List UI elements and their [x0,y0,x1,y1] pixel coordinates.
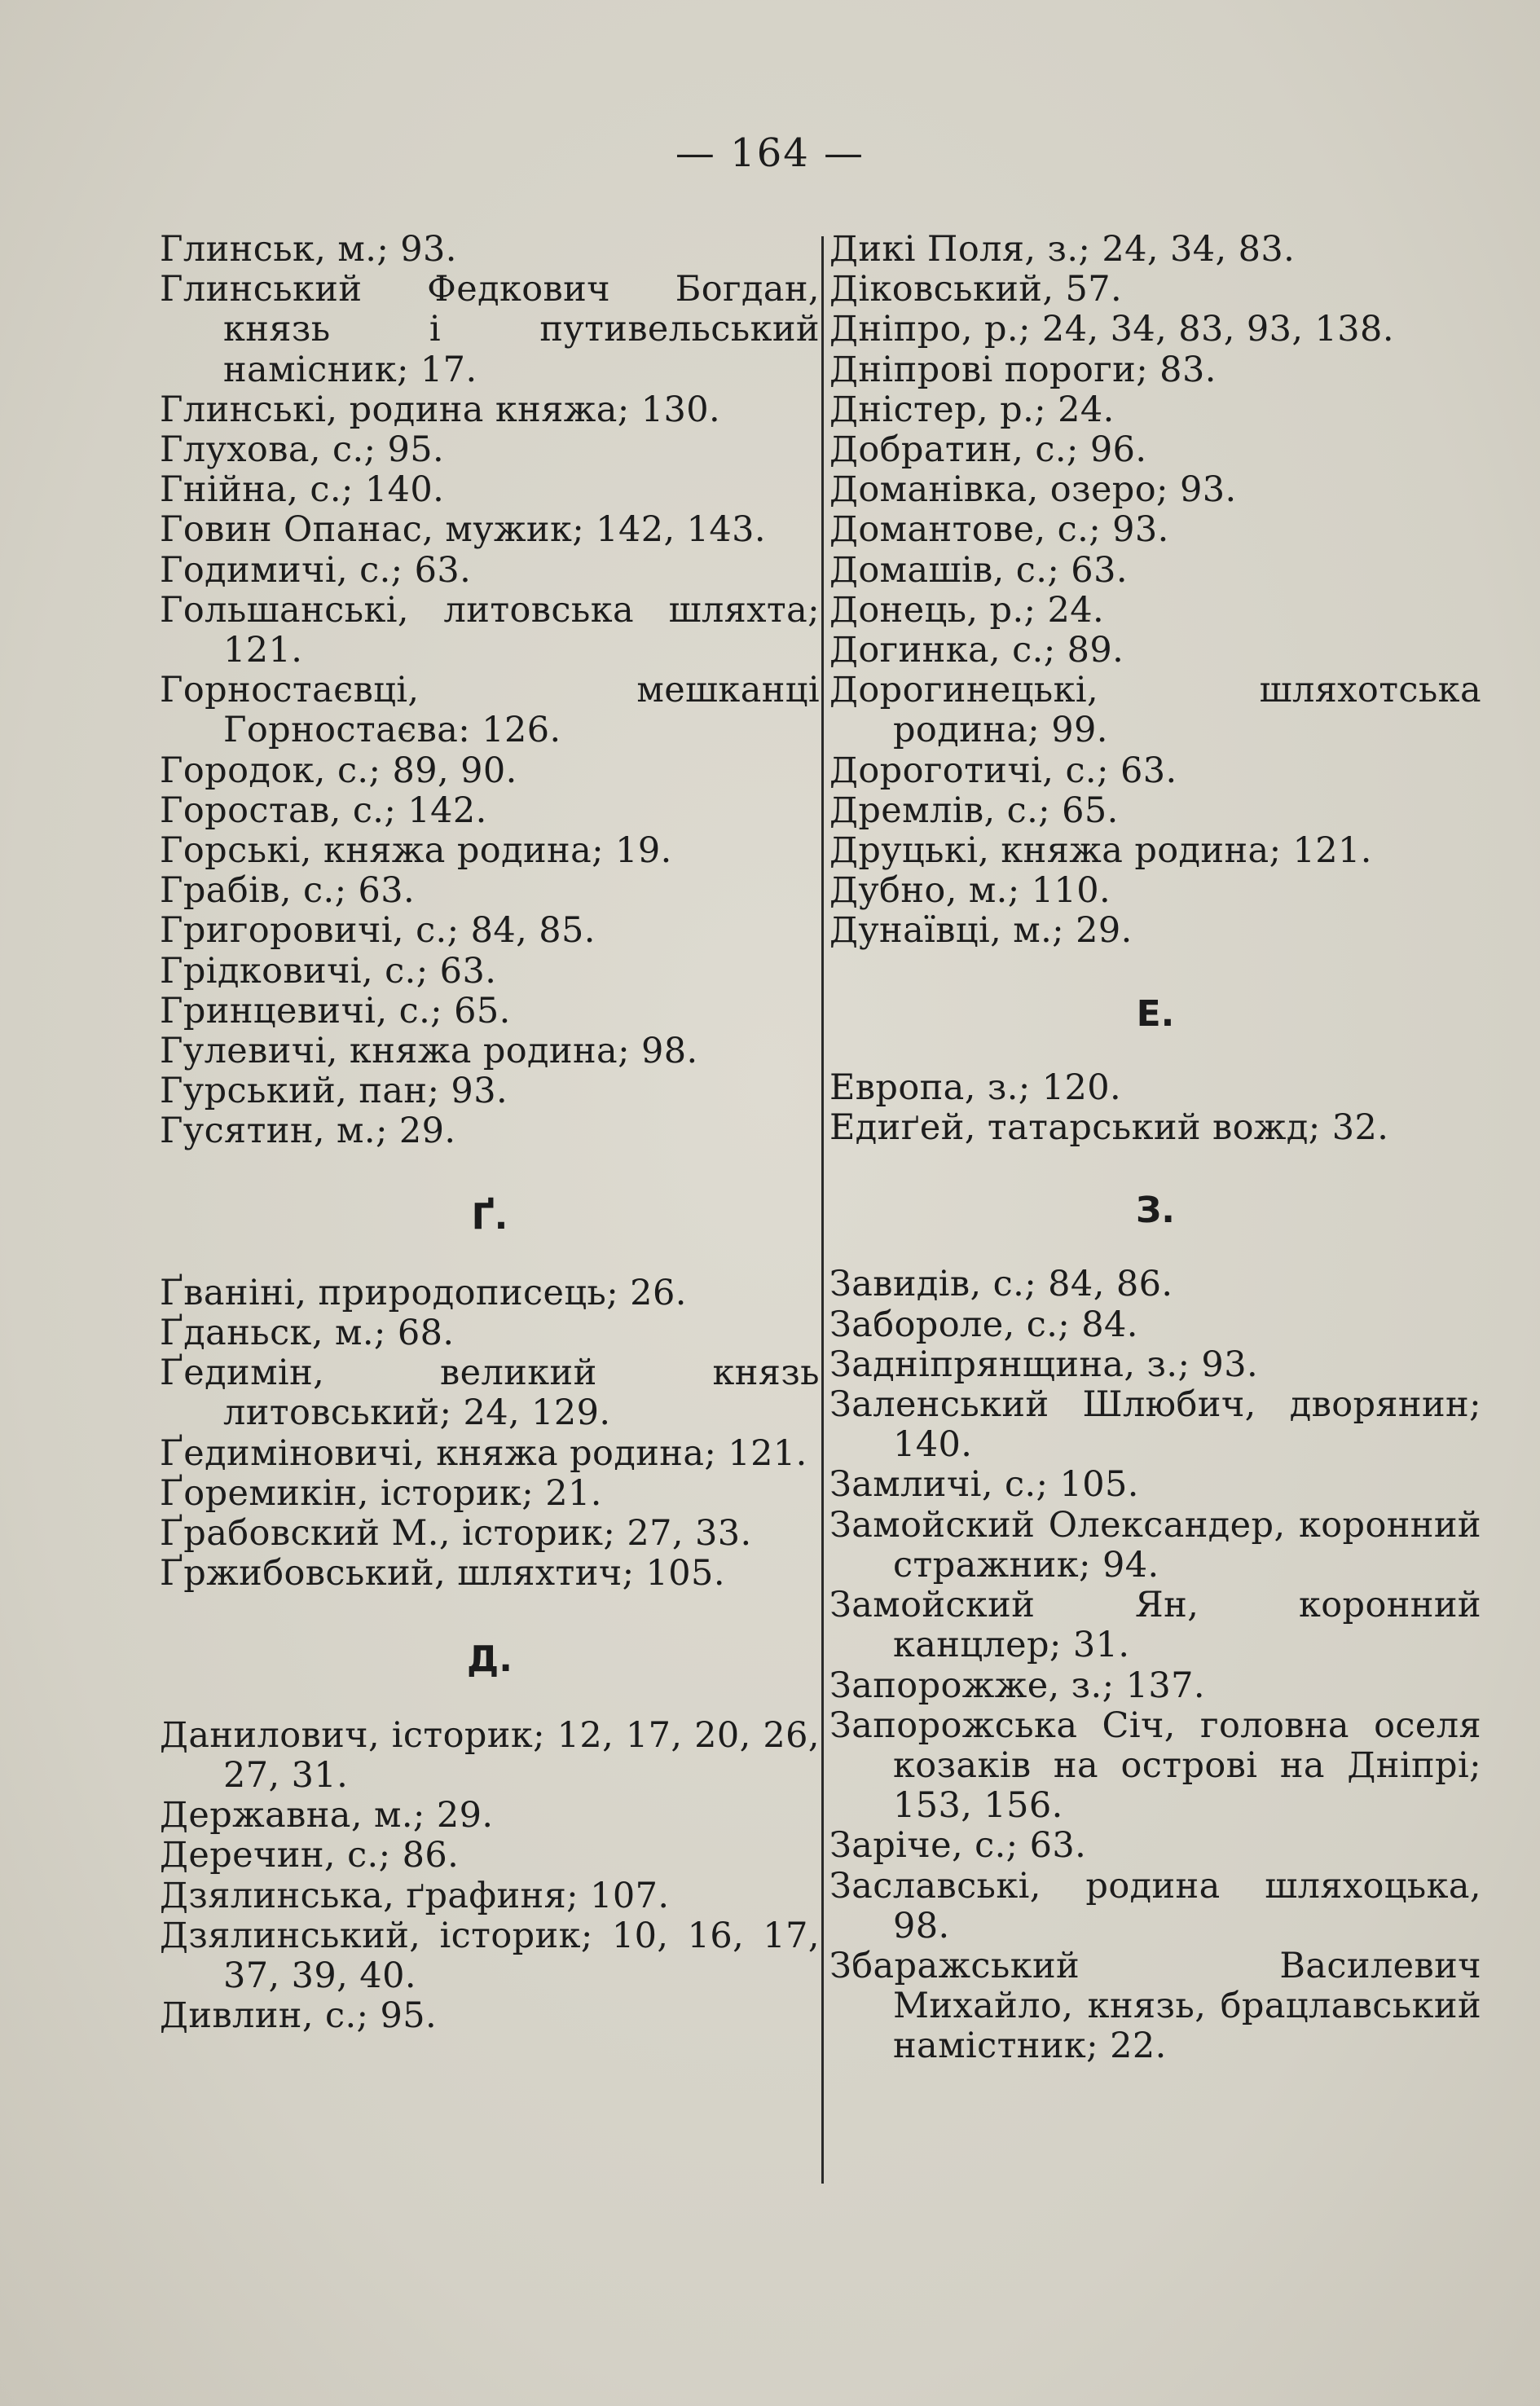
index-entry: Забороле, с.; 84. [829,1304,1138,1345]
section-letter: Д. [467,1638,513,1680]
page-number: — 164 — [675,130,865,176]
index-entry: Доманівка, озеро; 93. [829,469,1237,511]
index-entry: Дороготичі, с.; 63. [829,750,1177,791]
index-entry: Діковський, 57. [829,269,1123,310]
index-entry: Замличі, с.; 105. [829,1464,1139,1506]
index-entry: Горські, княжа родина; 19. [160,830,672,872]
index-entry: Данилович, історик; 12, 17, 20, 26, 27, 31. [160,1714,820,1796]
right-column [829,230,1481,2067]
index-entry: Горностаєвці, мешканці Горностаєва: 126. [160,670,820,751]
index-entry: Европа, з.; 120. [829,1067,1122,1108]
index-entry: Ґваніні, природописець; 26. [160,1272,687,1313]
index-entry: Глинськ, м.; 93. [160,229,457,270]
index-entry: Глухова, с.; 95. [160,429,445,471]
section-letter: Ґ. [471,1195,508,1238]
index-entry: Збаражський Василевич Михайло, князь, брацлавський намістник; 22. [829,1945,1481,2067]
index-entry: Глинські, родина княжа; 130. [160,389,721,430]
index-entry: Задніпрянщина, з.; 93. [829,1344,1259,1385]
index-entry: Донець, р.; 24. [829,589,1105,631]
index-entry: Дивлин, с.; 95. [160,1995,438,2037]
index-entry: Гурський, пан; 93. [160,1071,508,1112]
index-entry: Гулевичі, княжа родина; 98. [160,1031,698,1072]
index-entry: Ґржибовський, шляхтич; 105. [160,1553,725,1594]
index-entry: Заріче, с.; 63. [829,1825,1087,1867]
index-entry: Дністер, р.; 24. [829,389,1115,430]
index-entry: Грідковичі, с.; 63. [160,950,497,992]
index-entry: Говин Опанас, мужик; 142, 143. [160,509,766,551]
index-entry: Гринцевичі, с.; 65. [160,990,511,1031]
index-entry: Годимичі, с.; 63. [160,549,472,591]
section-letter: Е. [1136,992,1175,1035]
index-entry: Дикі Поля, з.; 24, 34, 83. [829,229,1296,270]
index-entry: Ґедимін, великий князь литовський; 24, 129. [160,1353,820,1434]
index-entry: Добратин, с.; 96. [829,429,1147,471]
left-column [160,230,820,2036]
index-entry: Едиґей, татарський вожд; 32. [829,1107,1389,1149]
index-entry: Запорожська Січ, головна оселя козаків на острові на Дніпрі; 153, 156. [829,1704,1481,1827]
index-entry: Дніпро, р.; 24, 34, 83, 93, 138. [829,309,1394,350]
column-divider [821,236,824,2184]
index-entry: Друцькі, княжа родина; 121. [829,830,1372,872]
index-entry: Завидів, с.; 84, 86. [829,1264,1173,1305]
index-entry: Городок, с.; 89, 90. [160,750,517,791]
index-entry: Григоровичі, с.; 84, 85. [160,910,596,952]
index-entry: Домантове, с.; 93. [829,509,1169,551]
index-entry: Ґрабовский М., історик; 27, 33. [160,1513,752,1555]
section-letter: З. [1136,1190,1175,1232]
index-entry: Замойский Олександер, коронний стражник; 94. [829,1504,1481,1586]
index-entry: Дзялинський, історик; 10, 16, 17, 37, 39, 40. [160,1915,820,1996]
index-entry: Гнійна, с.; 140. [160,469,445,511]
index-entry: Гусятин, м.; 29. [160,1111,456,1152]
index-entry: Запорожже, з.; 137. [829,1665,1205,1706]
index-entry: Ґедиміновичі, княжа родина; 121. [160,1432,807,1474]
index-entry: Заленський Шлюбич, дворянин; 140. [829,1384,1481,1466]
index-entry: Дзялинська, ґрафиня; 107. [160,1875,670,1916]
index-entry: Дубно, м.; 110. [829,870,1111,912]
index-entry: Деречин, с.; 86. [160,1835,460,1876]
index-entry: Гольшанські, литовська шляхта; 121. [160,589,820,671]
index-entry: Глинський Федкович Богдан, князь і путивельський намісник; 17. [160,269,820,390]
index-entry: Державна, м.; 29. [160,1795,494,1836]
index-entry: Дремлів, с.; 65. [829,790,1119,831]
index-entry: Грабів, с.; 63. [160,870,416,912]
index-entry: Дорогинецькі, шляхотська родина; 99. [829,670,1481,751]
index-entry: Дніпрові пороги; 83. [829,349,1217,390]
index-entry: Ґданьск, м.; 68. [160,1313,455,1354]
index-entry: Горостав, с.; 142. [160,790,487,831]
index-entry: Заславські, родина шляхоцька, 98. [829,1865,1481,1946]
index-entry: Замойский Ян, коронний канцлер; 31. [829,1585,1481,1666]
index-entry: Домашів, с.; 63. [829,549,1128,591]
index-entry: Догинка, с.; 89. [829,630,1124,671]
index-entry: Ґоремикін, історик; 21. [160,1472,602,1514]
index-entry: Дунаївці, м.; 29. [829,910,1133,952]
